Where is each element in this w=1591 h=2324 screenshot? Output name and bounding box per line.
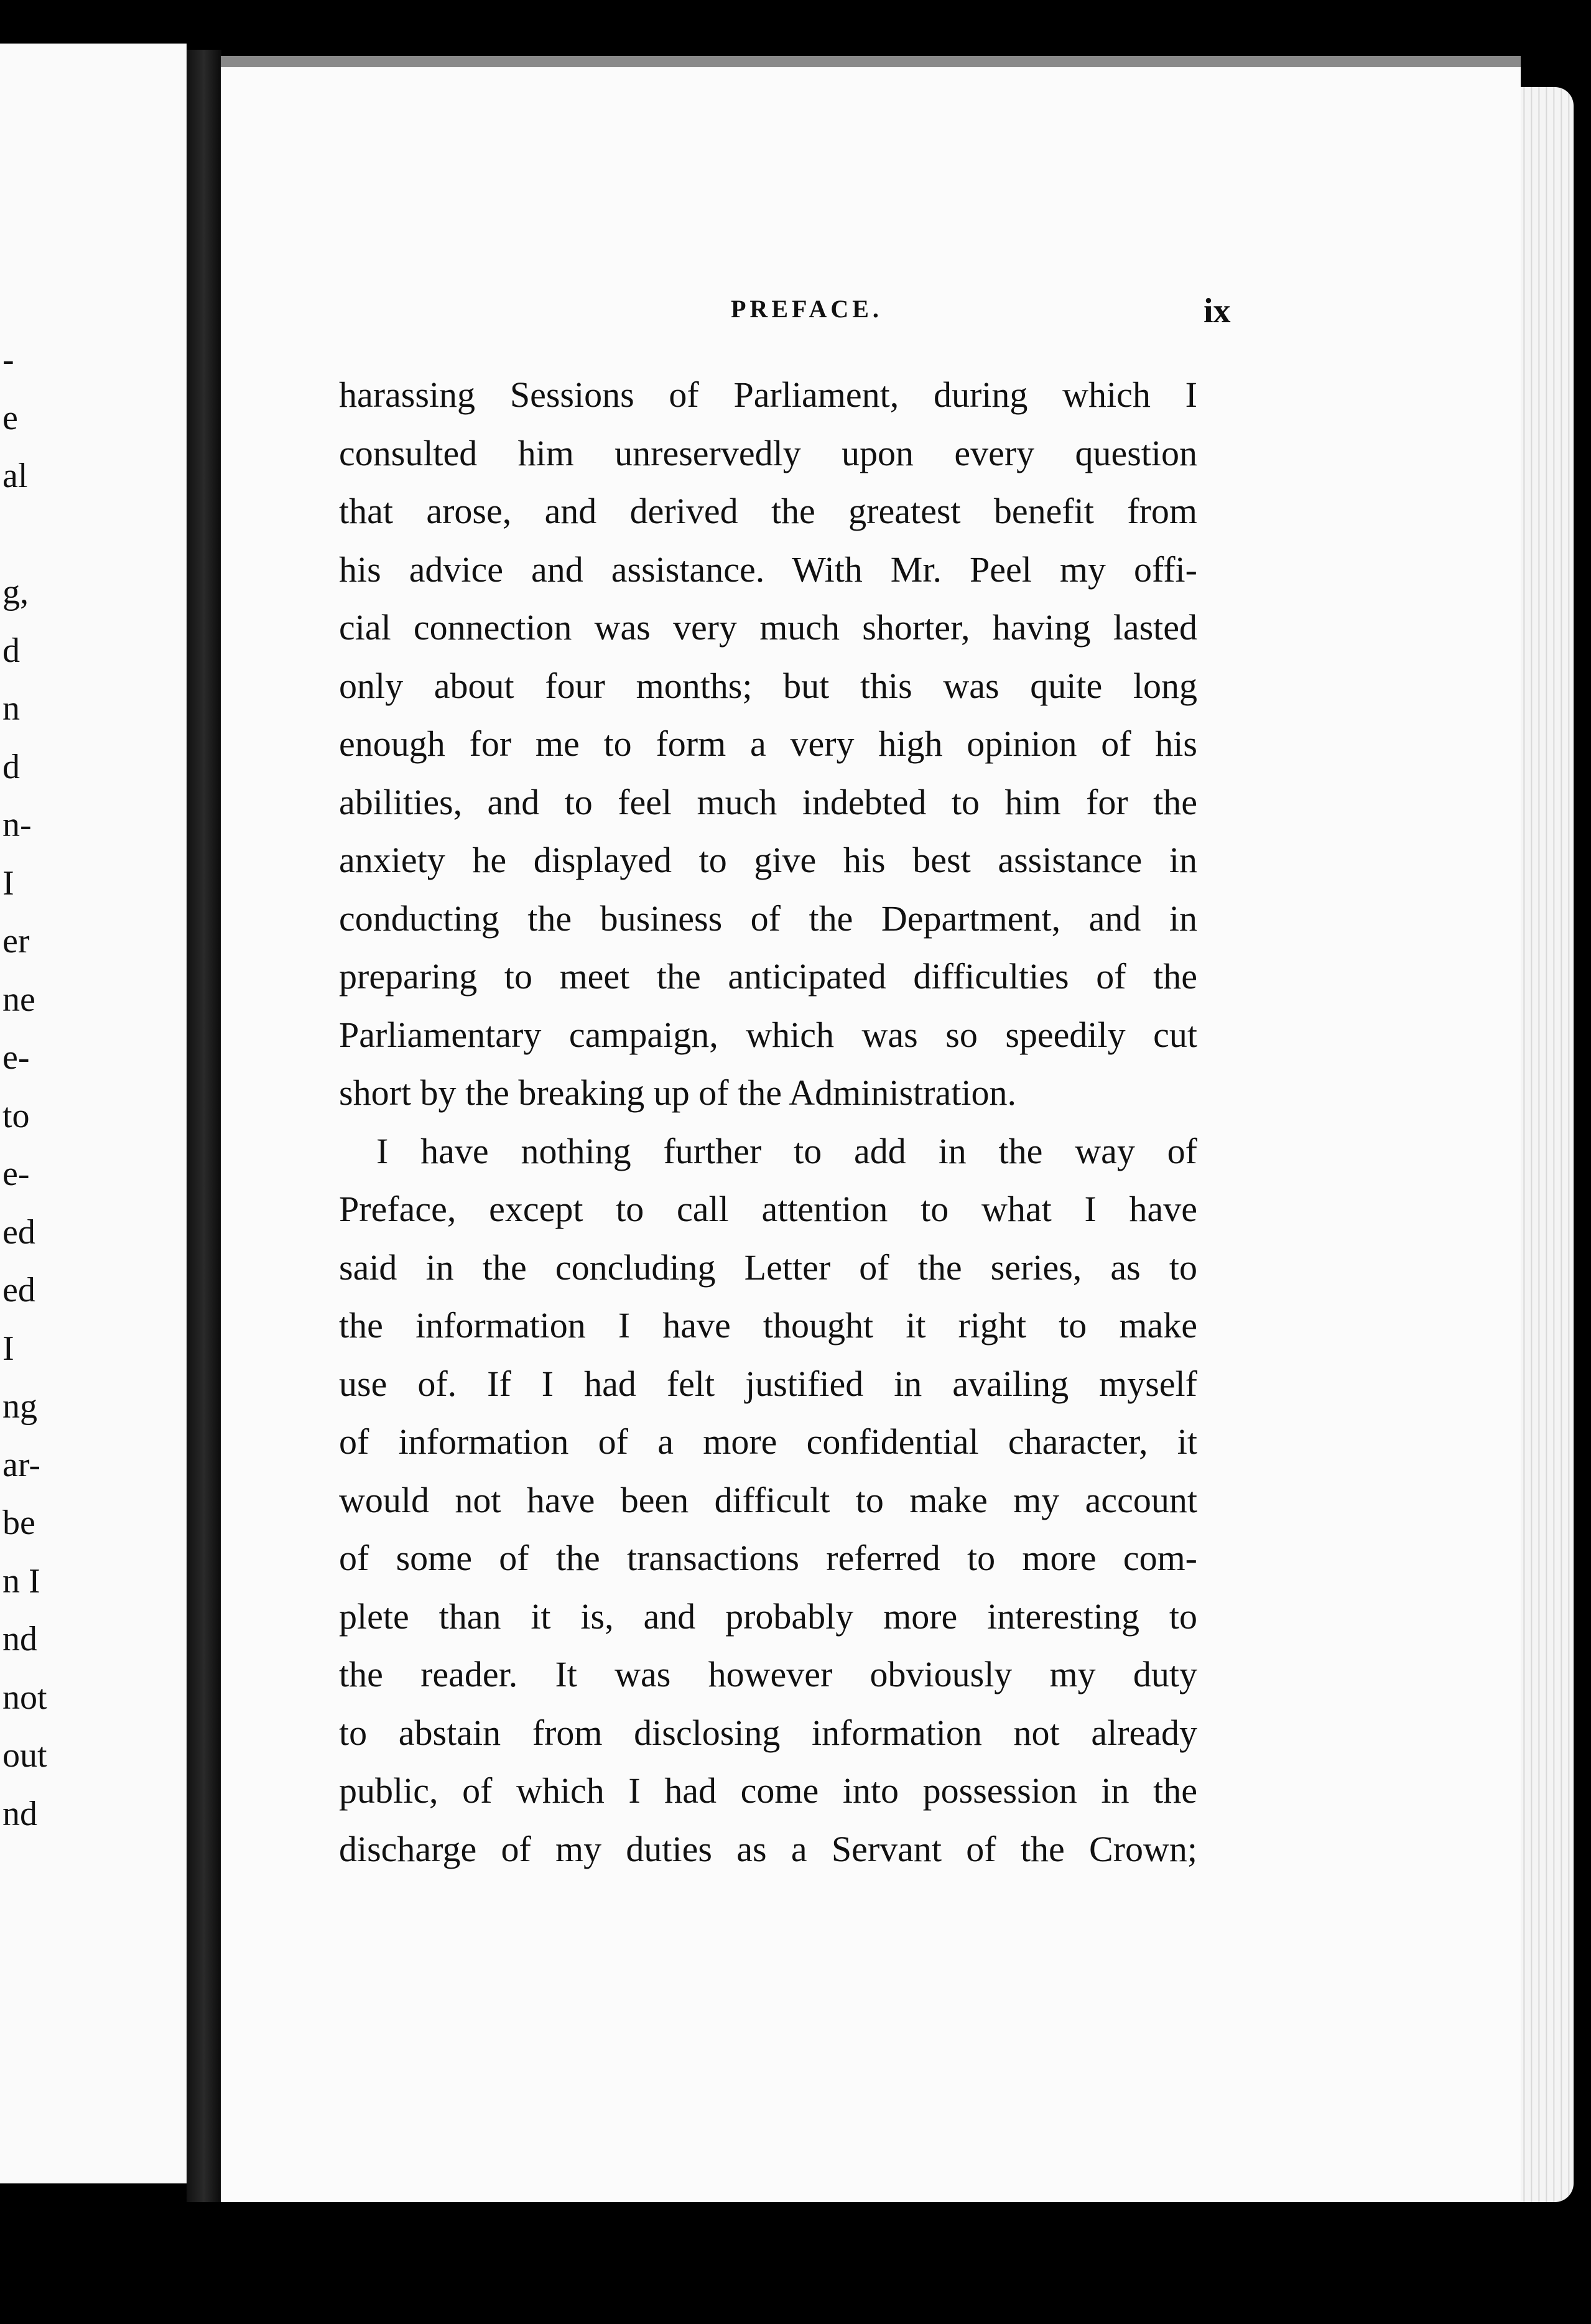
left-page-fragment: out bbox=[2, 1736, 47, 1775]
left-page-fragment: er bbox=[2, 922, 30, 960]
text-line: public, of which I had come into possession in the bbox=[339, 1770, 1197, 1811]
text-line: to abstain from disclosing information not already bbox=[339, 1712, 1197, 1753]
left-page-fragment: ar- bbox=[2, 1445, 41, 1484]
text-line: the reader. It was however obviously my duty bbox=[339, 1654, 1197, 1694]
left-page-fragment: e- bbox=[2, 1038, 30, 1077]
left-page-fragment: n bbox=[2, 689, 20, 728]
left-page-fragment: g, bbox=[2, 573, 29, 611]
left-page-fragment: n- bbox=[2, 806, 32, 844]
left-page-fragment: ed bbox=[2, 1271, 35, 1309]
left-page-fragment: e bbox=[2, 398, 18, 437]
text-line: enough for me to form a very high opinion of his bbox=[339, 723, 1197, 764]
left-page-fragment: ed bbox=[2, 1212, 35, 1252]
body-text bbox=[339, 366, 1197, 1878]
left-page-edge bbox=[0, 44, 187, 2183]
text-line: plete than it is, and probably more interesting to bbox=[339, 1596, 1197, 1637]
left-page-fragment: - bbox=[2, 340, 14, 379]
left-page-fragment: I bbox=[2, 1329, 14, 1368]
left-page-fragment: d bbox=[2, 747, 20, 786]
text-line: of some of the transactions referred to more com- bbox=[339, 1538, 1197, 1578]
left-page-fragment: nd bbox=[2, 1620, 37, 1658]
left-page-fragment: d bbox=[2, 631, 20, 670]
text-line: the information I have thought it right to make bbox=[339, 1305, 1197, 1346]
left-page-fragment: I bbox=[2, 863, 14, 903]
book-spine bbox=[187, 50, 221, 2202]
left-page-fragment: ng bbox=[2, 1387, 37, 1426]
text-line: Preface, except to call attention to what I have bbox=[339, 1189, 1197, 1229]
left-page-fragment: al bbox=[2, 457, 28, 495]
text-line: discharge of my duties as a Servant of the Crown; bbox=[339, 1828, 1197, 1869]
text-line: harassing Sessions of Parliament, during which I bbox=[339, 374, 1197, 415]
left-page-fragment: nd bbox=[2, 1794, 37, 1833]
text-line: that arose, and derived the greatest benefit from bbox=[339, 491, 1197, 531]
left-page-fragment: to bbox=[2, 1096, 30, 1135]
text-line: his advice and assistance. With Mr. Peel my offi- bbox=[339, 549, 1197, 590]
page-number: ix bbox=[1204, 292, 1231, 330]
text-line: of information of a more confidential character, it bbox=[339, 1421, 1197, 1462]
text-line: only about four months; but this was quite long bbox=[339, 665, 1197, 706]
text-line: short by the breaking up of the Administration. bbox=[339, 1072, 1016, 1113]
text-line: Parliamentary campaign, which was so speedily cut bbox=[339, 1014, 1197, 1055]
left-page-fragment: be bbox=[2, 1504, 35, 1542]
left-page-fragment: n I bbox=[2, 1561, 40, 1601]
left-page-fragment: not bbox=[2, 1678, 47, 1717]
left-page-fragment: ne bbox=[2, 980, 35, 1019]
text-line: preparing to meet the anticipated difficulties of the bbox=[339, 956, 1197, 997]
text-line: cial connection was very much shorter, having lasted bbox=[339, 607, 1197, 648]
text-line: use of. If I had felt justified in availing myself bbox=[339, 1363, 1197, 1404]
running-head: PREFACE. bbox=[731, 295, 883, 323]
text-line: would not have been difficult to make my account bbox=[339, 1479, 1197, 1520]
text-line: abilities, and to feel much indebted to him for the bbox=[339, 781, 1197, 822]
left-page-fragment: e- bbox=[2, 1155, 30, 1193]
right-page bbox=[221, 56, 1521, 2202]
text-line: I have nothing further to add in the way of bbox=[376, 1130, 1197, 1171]
text-line: said in the concluding Letter of the series, as to bbox=[339, 1247, 1197, 1288]
text-line: anxiety he displayed to give his best assistance in bbox=[339, 840, 1197, 880]
text-line: conducting the business of the Department, and in bbox=[339, 898, 1197, 939]
text-line: consulted him unreservedly upon every question bbox=[339, 432, 1197, 473]
